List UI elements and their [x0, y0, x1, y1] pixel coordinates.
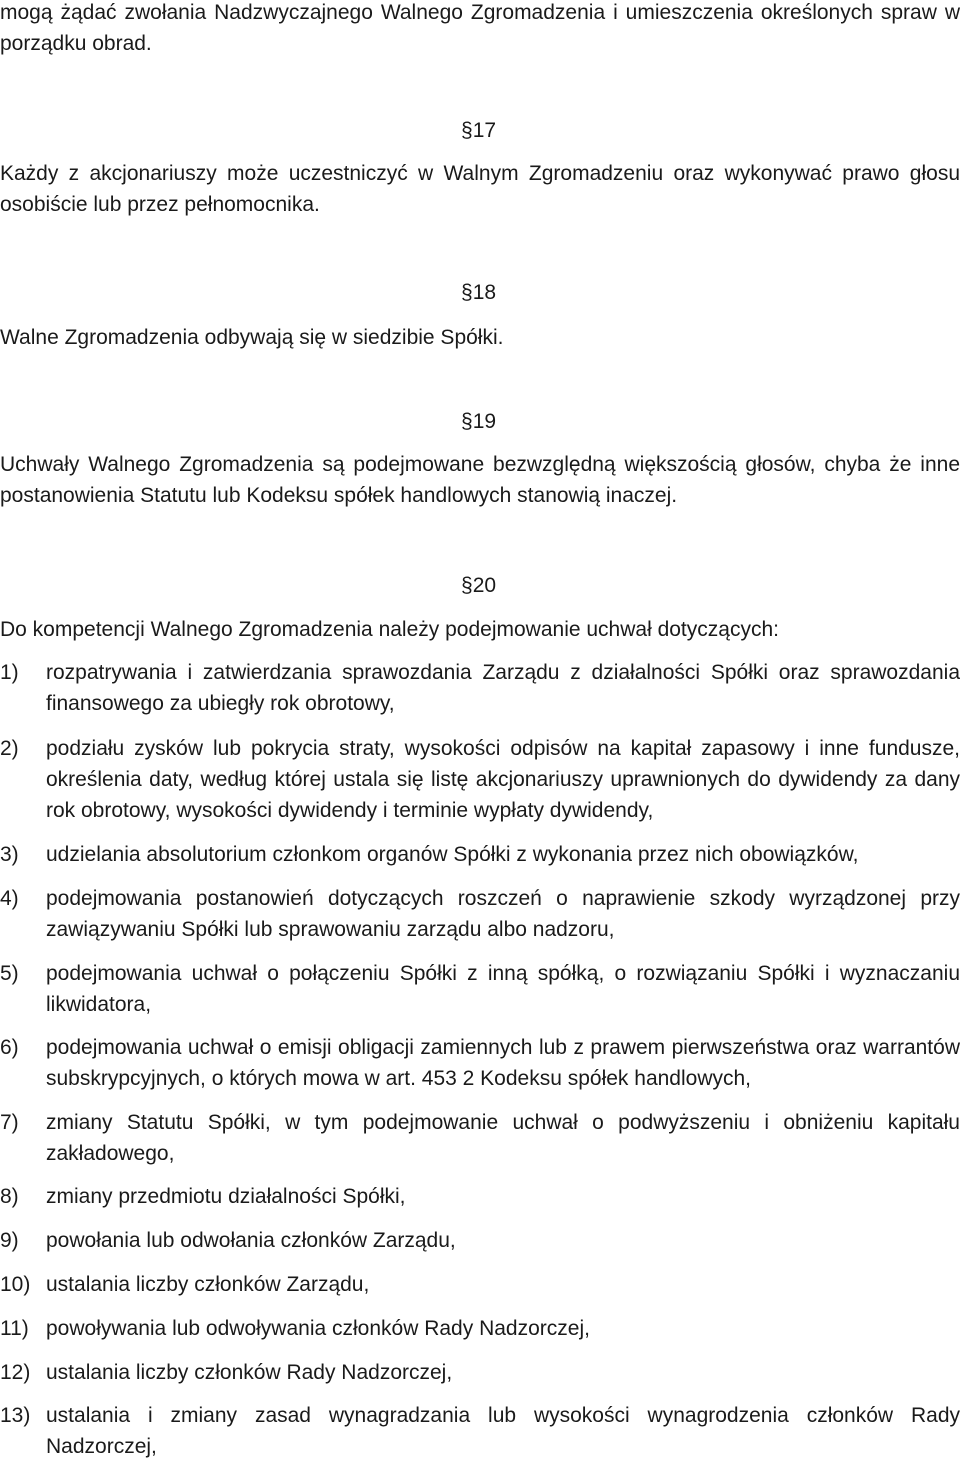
list-item [0, 1269, 960, 1300]
section-number: 17 [472, 119, 497, 142]
section-17-text: Każdy z akcjonariuszy może uczestniczyć w Walnym Zgromadzeniu oraz wykonywać prawo głosu osobiście lub przez pełnomocnika. [0, 162, 960, 216]
section-heading-19: §19 [461, 410, 497, 433]
list-item-text: powoływania lub odwoływania członków Rady Nadzorczej, [46, 1317, 590, 1340]
section-18-text: Walne Zgromadzenia odbywają się w siedzibie Spółki. [0, 326, 504, 349]
list-item-number: 3) [0, 843, 19, 866]
section-20-text: Do kompetencji Walnego Zgromadzenia należy podejmowanie uchwał dotyczących: [0, 618, 779, 641]
list-item-number: 12) [0, 1361, 31, 1384]
list-item-number: 8) [0, 1185, 19, 1208]
list-item-number: 13) [0, 1404, 31, 1427]
list-item [0, 1032, 960, 1094]
list-item-text: powołania lub odwołania członków Zarządu, [46, 1229, 456, 1252]
list-item-number: 9) [0, 1229, 19, 1252]
list-item [0, 839, 960, 870]
list-item-text: ustalania liczby członków Rady Nadzorczej, [46, 1361, 453, 1384]
list-item-text: ustalania liczby członków Zarządu, [46, 1273, 370, 1296]
list-item [0, 1181, 960, 1212]
list-item-number: 4) [0, 887, 19, 910]
list-item-number: 6) [0, 1036, 19, 1059]
list-item-text: zmiany Statutu Spółki, w tym podejmowanie uchwał o podwyższeniu i obniżeniu kapitału zakładowego, [46, 1111, 960, 1165]
list-item-number: 11) [0, 1317, 29, 1340]
section-19-text: Uchwały Walnego Zgromadzenia są podejmowane bezwzględną większością głosów, chyba że inne postanowienia Statutu lub Kodeksu spółek handlowych stanowią inaczej. [0, 453, 960, 507]
list-item-text: zmiany przedmiotu działalności Spółki, [46, 1185, 406, 1208]
section-number: 20 [472, 574, 497, 597]
list-item [0, 733, 960, 826]
list-item [0, 958, 960, 1020]
list-item [0, 1107, 960, 1169]
list-item-text: podziału zysków lub pokrycia straty, wysokości odpisów na kapitał zapasowy i inne fundusze, określenia daty, według której ustala się listę akcjonariuszy uprawnionych do dywidendy za dany rok obrotowy, wysokości dywidendy i terminie wypłaty dywidendy, [46, 737, 960, 822]
list-item-number: 2) [0, 737, 19, 760]
section-heading-20: §20 [461, 574, 497, 597]
list-item-text: podejmowania postanowień dotyczących roszczeń o naprawienie szkody wyrządzonej przy zawiązywaniu Spółki lub sprawowaniu zarządu albo nadzoru, [46, 887, 960, 941]
list-item [0, 1357, 960, 1388]
list-item [0, 1313, 960, 1344]
list-item [0, 1225, 960, 1256]
section-number: 19 [472, 410, 497, 433]
section-heading-17: §17 [461, 119, 497, 142]
list-item-number: 10) [0, 1273, 31, 1296]
list-item-text: ustalania i zmiany zasad wynagradzania lub wysokości wynagrodzenia członków Rady Nadzorczej, [46, 1404, 960, 1458]
list-item-number: 7) [0, 1111, 19, 1134]
section-heading-18: §18 [461, 281, 497, 304]
list-item-text: rozpatrywania i zatwierdzania sprawozdania Zarządu z działalności Spółki oraz sprawozdania finansowego za ubiegły rok obrotowy, [46, 661, 960, 715]
list-item [0, 657, 960, 719]
intro-paragraph: mogą żądać zwołania Nadzwyczajnego Walnego Zgromadzenia i umieszczenia określonych spraw w porządku obrad. [0, 1, 960, 55]
section-number: 18 [472, 281, 497, 304]
list-item-number: 5) [0, 962, 19, 985]
list-item-number: 1) [0, 661, 19, 684]
list-item-text: udzielania absolutorium członkom organów Spółki z wykonania przez nich obowiązków, [46, 843, 859, 866]
list-item [0, 1400, 960, 1462]
list-item-text: podejmowania uchwał o połączeniu Spółki z inną spółką, o rozwiązaniu Spółki i wyznaczaniu likwidatora, [46, 962, 960, 1016]
list-item [0, 883, 960, 945]
list-item-text: podejmowania uchwał o emisji obligacji zamiennych lub z prawem pierwszeństwa oraz warrantów subskrypcyjnych, o których mowa w art. 453 2 Kodeksu spółek handlowych, [46, 1036, 960, 1090]
